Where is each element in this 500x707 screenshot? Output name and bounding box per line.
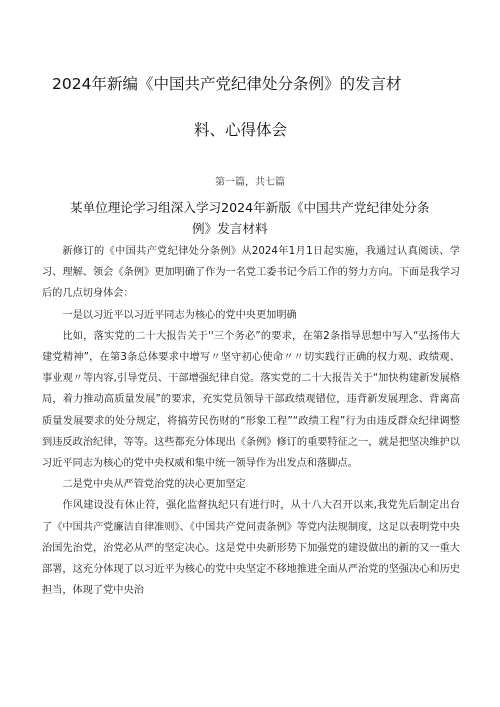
article-subtitle bbox=[70, 197, 470, 239]
document-title-line2: 料、心得体会 bbox=[194, 121, 288, 139]
paragraph-section-2: 作风建设没有休止符，强化监督执纪只有进行时，从十八大召开以来,我党先后制定出台了《中国共产党廉洁自律准则》、《中国共产党问责条例》等党内法规制度，这足以表明党中央治国先治党，治党必从严的坚定决心。这是党中央新形势下加强党的建设做出的新的又一重大部署，这充分体现了以习近平为核心的党中央坚定不移地推进全面从严治党的坚强决心和历史担当，体现了党中央治 bbox=[42, 500, 460, 597]
paragraph-section-1: 比如，落实党的二十大报告关于''三个务必”的要求，在第2条指导思想中写入“弘扬伟大建党精神”，在第3条总体要求中增写〃坚守初心使命〃〃切实践行正确的权力观、政绩观、事业观〃等内容,引导党员、干部增强纪律自觉。落实党的二十大报告关于“加快构建新发展格局，着力推动高质量发展”的要求，充实党员领导干部政绩观错位，违背新发展理念、背离高质量发展要求的处分规定，将搞劳民伤财的“形象工程”“政绩工程”行为由违反群众纪律调整到违反政治纪律，等等。这些都充分体现出《条例》修订的重要特征之一，就是把坚决维护以习近平同志为核心的党中央权威和集中统一领导作为出发点和落脚点。 bbox=[42, 330, 460, 470]
article-subtitle-line1: 某单位理论学习组深入学习2024年新版《中国共产党纪律处分条 bbox=[70, 200, 430, 215]
section-heading-1: 一是以习近平以习近平同志为核心的党中央更加明确 bbox=[62, 309, 297, 321]
section-heading-2: 二是党中央从严管党治党的决心更加坚定 bbox=[62, 479, 246, 491]
article-subtitle-line2: 例》发言材料 bbox=[192, 221, 268, 236]
document-title-line1: 2024年新编《中国共产党纪律处分条例》的发言材 bbox=[52, 75, 402, 93]
chapter-label: 第一篇，共七篇 bbox=[215, 177, 285, 188]
article-body bbox=[42, 241, 460, 601]
paragraph-intro: 新修订的《中国共产党纪律处分条例》从2024年1月1日起实施，我通过认真阅读、学习、理解、领会《条例》更加明确了作为一名党工委书记今后工作的努力方向。下面是我学习后的几点切身体会： bbox=[42, 246, 460, 300]
